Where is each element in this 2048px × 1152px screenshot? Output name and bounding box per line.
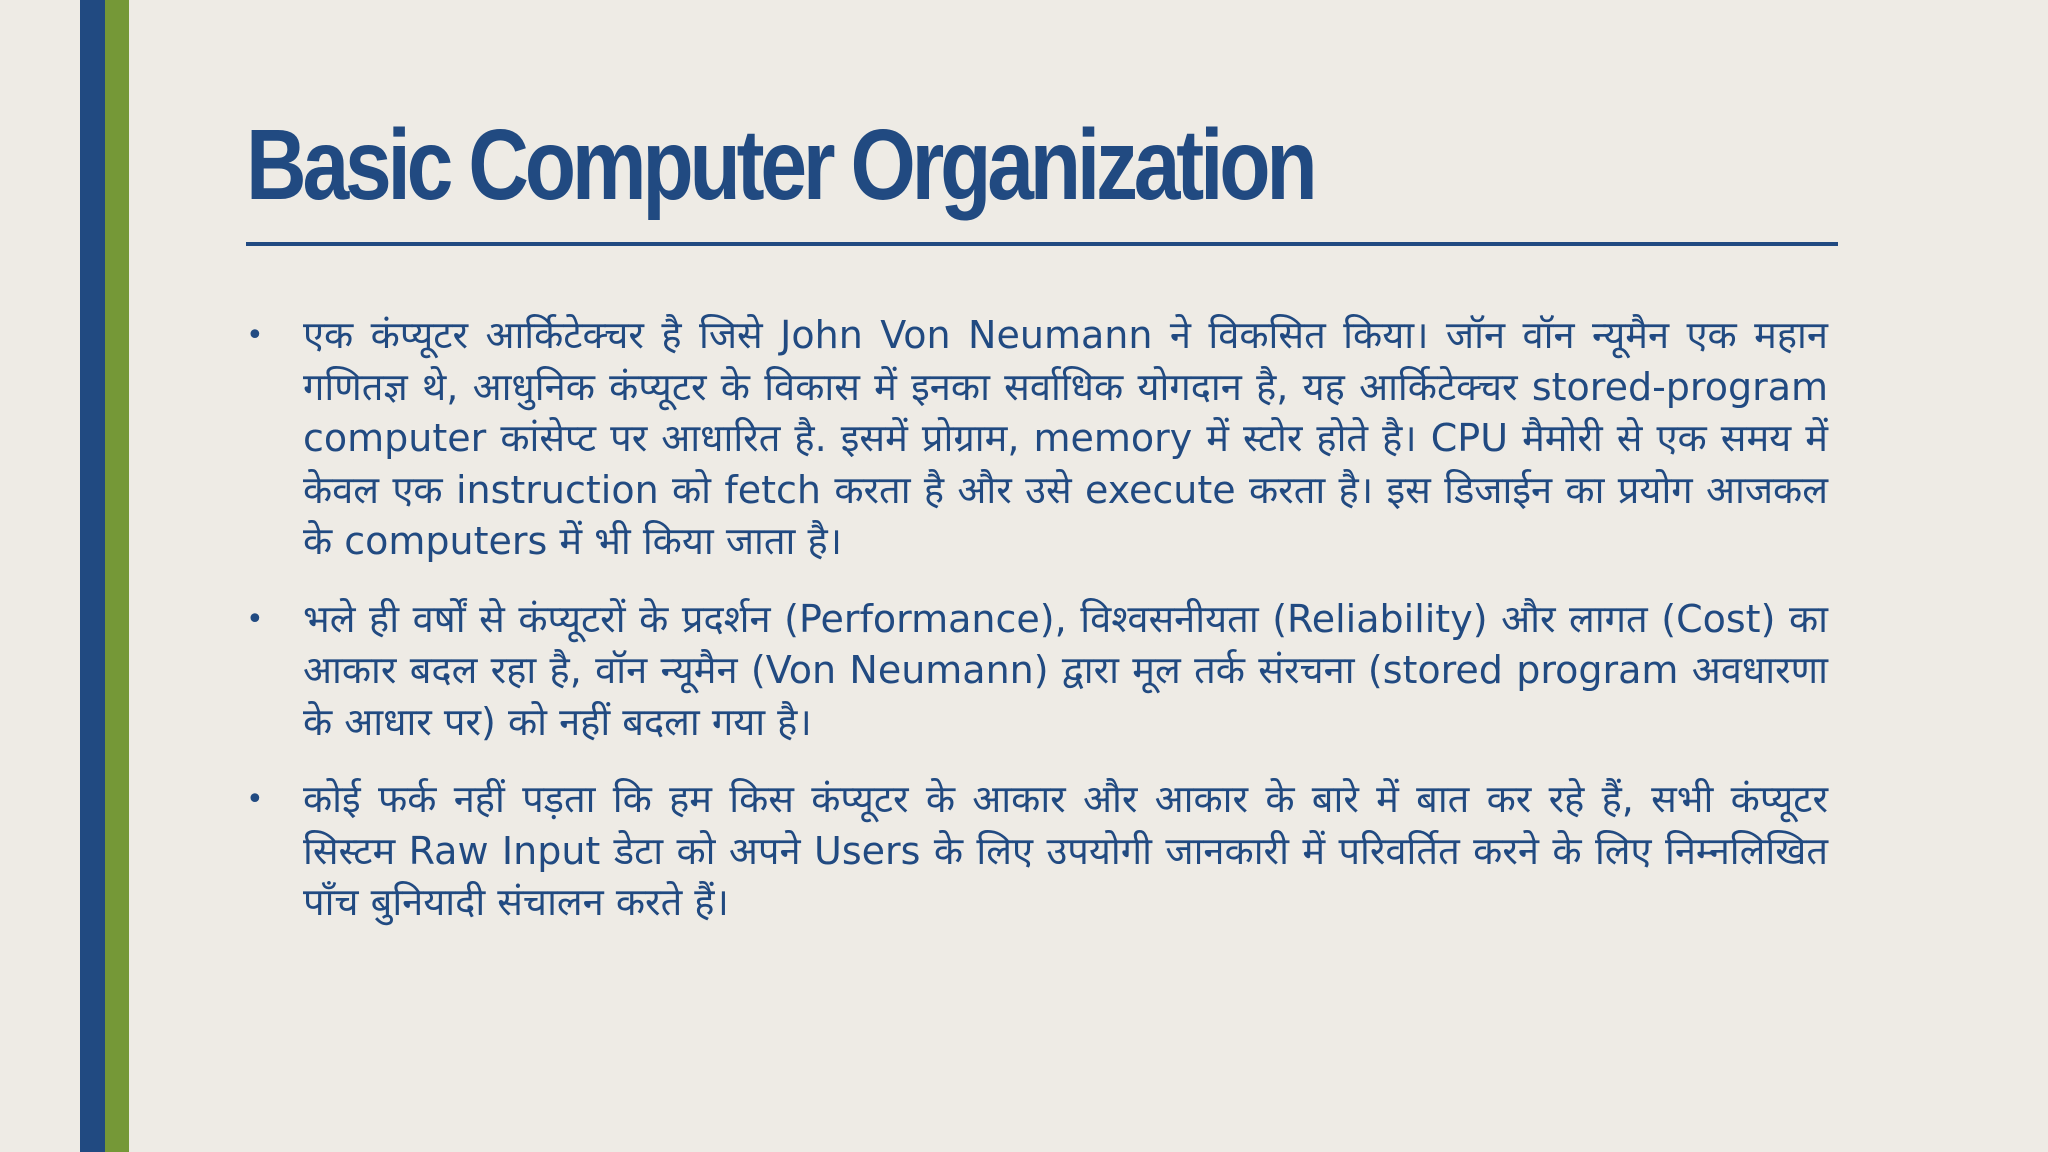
- bullet-text: कोई फर्क नहीं पड़ता कि हम किस कंप्यूटर के आकार और आकार के बारे में बात कर रहे हैं, सभी कंप्यूटर सिस्टम Raw Input डेटा को अपने Users के लिए उपयोगी जानकारी में परिवर्तित करने के लिए निम्नलिखित पाँच बुनियादी संचालन करते हैं।: [303, 777, 1828, 924]
- bullet-marker: •: [246, 782, 264, 817]
- slide-title: Basic Computer Organization: [246, 109, 1314, 221]
- bullet-marker: •: [246, 318, 264, 353]
- bullet-list: [246, 310, 1828, 955]
- bullet-text: एक कंप्यूटर आर्किटेक्चर है जिसे John Von Neumann ने विकसित किया। जॉन वॉन न्यूमैन एक महान गणितज्ञ थे, आधुनिक कंप्यूटर के विकास में इनका सर्वाधिक योगदान है, यह आर्किटेक्चर stored-program computer कांसेप्ट पर आधारित है. इसमें प्रोग्राम, memory में स्टोर होते है। CPU मैमोरी से एक समय में केवल एक instruction को fetch करता है और उसे execute करता है। इस डिजाईन का प्रयोग आजकल के computers में भी किया जाता है।: [303, 313, 1828, 563]
- left-accent-bar-green: [105, 0, 129, 1152]
- bullet-item: [246, 310, 1828, 568]
- bullet-marker: •: [246, 601, 264, 637]
- bullet-item: [246, 774, 1828, 929]
- left-accent-bar-blue: [80, 0, 105, 1152]
- bullet-text: भले ही वर्षों से कंप्यूटरों के प्रदर्शन (Performance), विश्वसनीयता (Reliability) और लागत (Cost) का आकार बदल रहा है, वॉन न्यूमैन (Von Neumann) द्वारा मूल तर्क संरचना (stored program अवधारणा के आधार पर) को नहीं बदला गया है।: [303, 596, 1828, 744]
- bullet-item: [246, 594, 1828, 749]
- title-underline: [246, 242, 1838, 246]
